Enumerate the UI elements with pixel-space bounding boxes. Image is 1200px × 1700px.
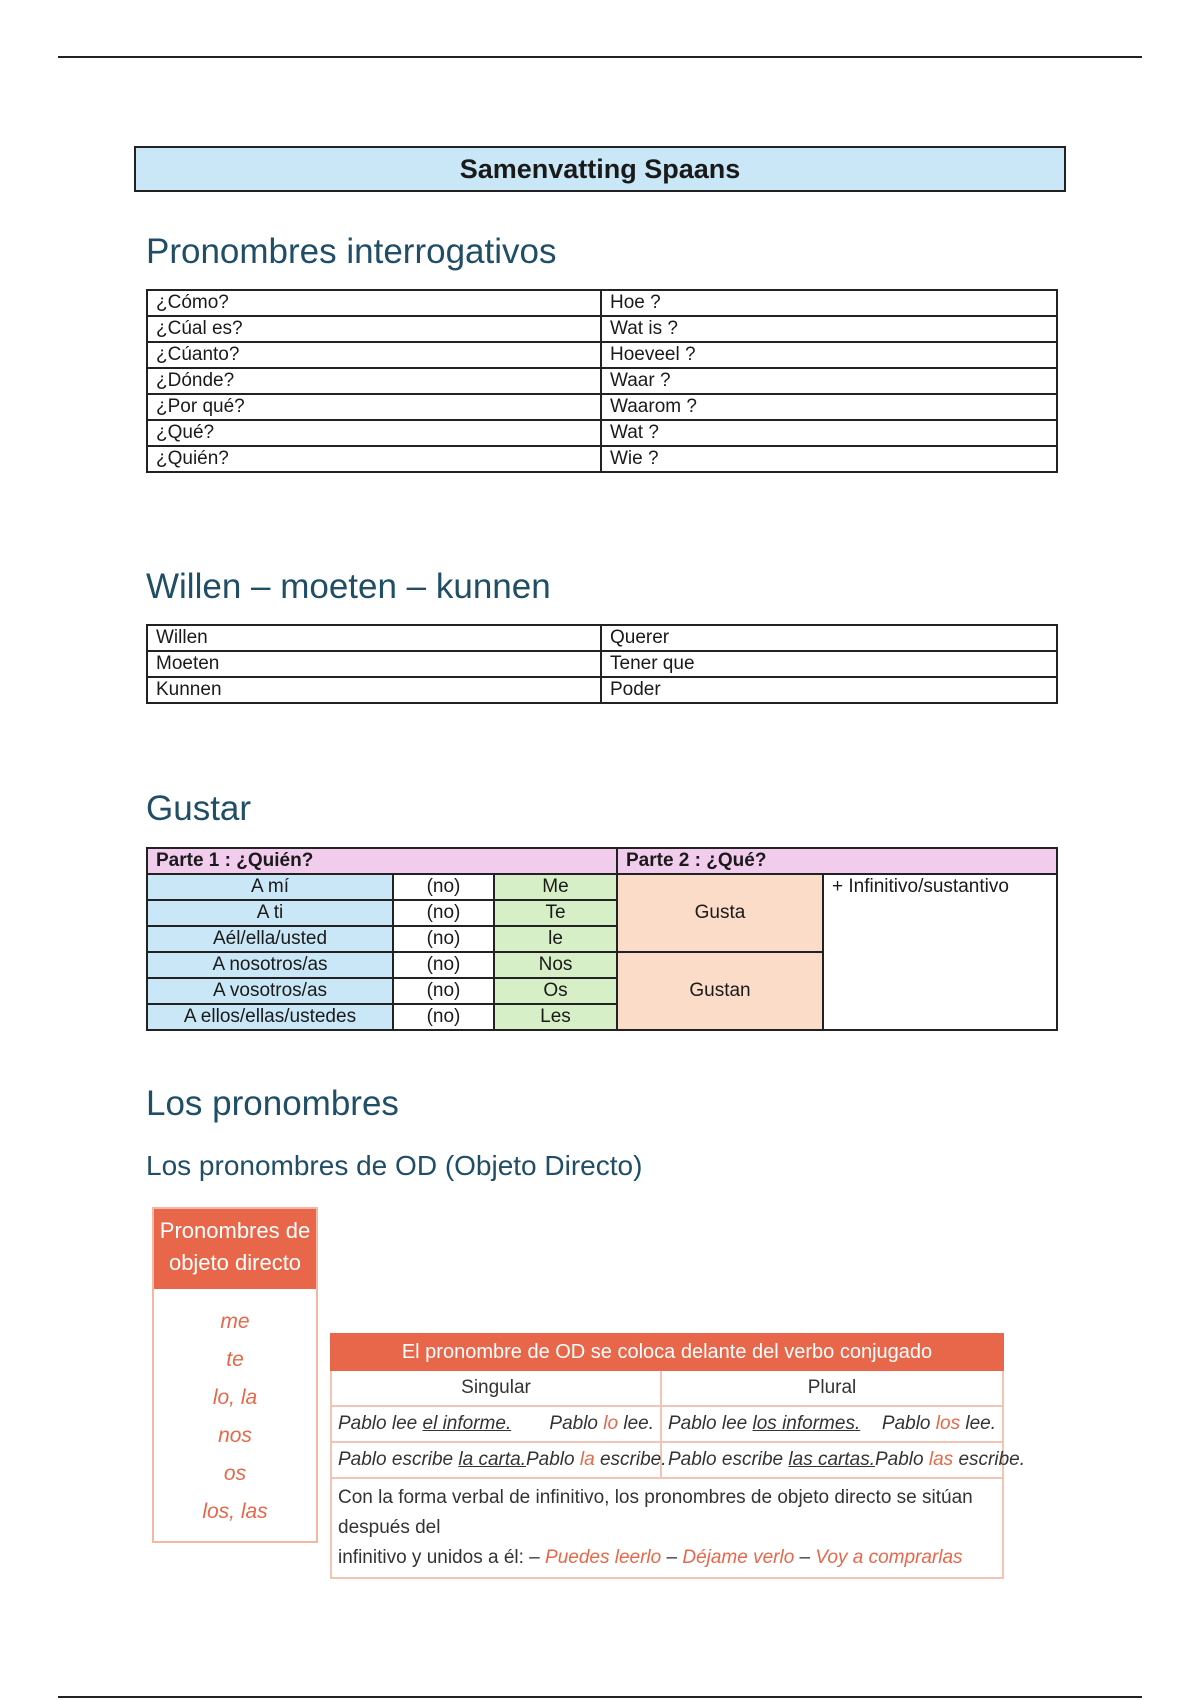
- cell: A vosotros/as: [147, 978, 393, 1004]
- cell: Querer: [601, 625, 1057, 651]
- cell: ¿Por qué?: [147, 394, 601, 420]
- table-row: [331, 1406, 1003, 1442]
- cell: le: [494, 926, 617, 952]
- example-text: Pablo: [526, 1449, 580, 1470]
- table-row: [147, 625, 1057, 651]
- gustar-table: [146, 847, 1058, 1031]
- table-row: [147, 394, 1057, 420]
- gustan-cell: Gustan: [617, 952, 823, 1030]
- subheading-od: Los pronombres de OD (Objeto Directo): [146, 1150, 643, 1181]
- od-infinitive-note: [331, 1478, 1003, 1578]
- cell: A nosotros/as: [147, 952, 393, 978]
- table-row: [331, 1442, 1003, 1478]
- od-pronoun-list: [154, 1289, 316, 1531]
- cell: Hoeveel ?: [601, 342, 1057, 368]
- example-text: Pablo: [549, 1413, 604, 1434]
- cell: Les: [494, 1004, 617, 1030]
- gusta-cell: Gusta: [617, 874, 823, 952]
- example-pronoun: Déjame verlo: [682, 1547, 795, 1568]
- gustar-part2-header: Parte 2 : ¿Qué?: [617, 848, 1057, 874]
- table-row: [147, 848, 1057, 874]
- cell: Kunnen: [147, 677, 601, 703]
- od-box-title-line: objeto directo: [168, 1250, 302, 1275]
- example-text: Pablo lee: [668, 1413, 753, 1434]
- separator: –: [794, 1547, 816, 1568]
- heading-verbs: Willen – moeten – kunnen: [146, 567, 551, 606]
- list-item: nos: [218, 1424, 252, 1447]
- example-text: escribe.: [953, 1449, 1025, 1470]
- list-item: os: [223, 1462, 247, 1485]
- bottom-rule: [58, 1696, 1142, 1698]
- verbs-table: [146, 624, 1058, 704]
- example-object: las cartas.: [788, 1449, 875, 1470]
- cell: Aél/ella/usted: [147, 926, 393, 952]
- example-pronoun: Puedes leerlo: [545, 1547, 662, 1568]
- cell: ¿Cúal es?: [147, 316, 601, 342]
- heading-gustar: Gustar: [146, 789, 252, 828]
- cell: A ellos/ellas/ustedes: [147, 1004, 393, 1030]
- list-item: lo, la: [212, 1386, 258, 1409]
- example-text: Pablo escribe: [338, 1449, 459, 1470]
- cell: Nos: [494, 952, 617, 978]
- list-item: te: [226, 1348, 244, 1371]
- cell: Wie ?: [601, 446, 1057, 472]
- cell: Wat ?: [601, 420, 1057, 446]
- cell: Os: [494, 978, 617, 1004]
- interrogativos-table: [146, 289, 1058, 473]
- cell: A ti: [147, 900, 393, 926]
- cell: ¿Cúanto?: [147, 342, 601, 368]
- table-row: [147, 342, 1057, 368]
- example-text: Pablo: [881, 1413, 936, 1434]
- example-text: lee.: [618, 1413, 654, 1434]
- top-rule: [58, 56, 1142, 58]
- example-object: el informe.: [422, 1413, 512, 1434]
- example-pronoun: Voy a comprarlas: [815, 1547, 963, 1568]
- cell: Hoe ?: [601, 290, 1057, 316]
- example-text: Pablo lee: [338, 1413, 423, 1434]
- cell: (no): [393, 978, 494, 1004]
- od-plural-header: Plural: [661, 1370, 1003, 1406]
- cell: ¿Dónde?: [147, 368, 601, 394]
- note-line: infinitivo y unidos a él: –: [338, 1547, 546, 1568]
- heading-pronombres: Los pronombres: [146, 1084, 399, 1123]
- gustar-part1-header: Parte 1 : ¿Quién?: [147, 848, 617, 874]
- example-pronoun: la: [579, 1449, 595, 1470]
- cell: Wat is ?: [601, 316, 1057, 342]
- example-object: la carta.: [458, 1449, 526, 1470]
- od-pronoun-box: [152, 1207, 318, 1543]
- complement-cell: + Infinitivo/sustantivo: [823, 874, 1057, 1030]
- cell: [661, 1406, 1003, 1442]
- list-item: me: [220, 1310, 250, 1333]
- cell: (no): [393, 900, 494, 926]
- table-row: [331, 1334, 1003, 1370]
- list-item: los, las: [202, 1500, 268, 1523]
- cell: Waar ?: [601, 368, 1057, 394]
- od-rule-table: [330, 1333, 1025, 1579]
- cell: Waarom ?: [601, 394, 1057, 420]
- cell: Me: [494, 874, 617, 900]
- cell: [661, 1442, 1025, 1478]
- cell: (no): [393, 926, 494, 952]
- table-row: [147, 290, 1057, 316]
- table-row: [331, 1370, 1003, 1406]
- cell: Moeten: [147, 651, 601, 677]
- example-text: Pablo escribe: [668, 1449, 789, 1470]
- document-title: Samenvatting Spaans: [134, 146, 1066, 192]
- cell: [331, 1406, 661, 1442]
- example-text: lee.: [960, 1413, 996, 1434]
- od-singular-header: Singular: [331, 1370, 661, 1406]
- cell: Tener que: [601, 651, 1057, 677]
- table-row: [147, 420, 1057, 446]
- note-line: Con la forma verbal de infinitivo, los pronombres de objeto directo se sitúan después del: [338, 1487, 973, 1538]
- table-row: [147, 677, 1057, 703]
- cell: ¿Quién?: [147, 446, 601, 472]
- cell: [331, 1442, 667, 1478]
- cell: (no): [393, 1004, 494, 1030]
- table-row: [147, 651, 1057, 677]
- example-text: escribe.: [594, 1449, 667, 1470]
- table-row: [147, 874, 1057, 900]
- od-rule-header: El pronombre de OD se coloca delante del verbo conjugado: [331, 1334, 1003, 1370]
- example-text: Pablo: [875, 1449, 929, 1470]
- table-row: [147, 368, 1057, 394]
- example-pronoun: lo: [603, 1413, 619, 1434]
- cell: Willen: [147, 625, 601, 651]
- od-box-title-line: Pronombres de: [159, 1218, 311, 1243]
- cell: Te: [494, 900, 617, 926]
- table-row: [331, 1478, 1003, 1578]
- cell: ¿Cómo?: [147, 290, 601, 316]
- cell: Poder: [601, 677, 1057, 703]
- cell: ¿Qué?: [147, 420, 601, 446]
- cell: (no): [393, 874, 494, 900]
- example-object: los informes.: [752, 1413, 861, 1434]
- heading-interrogativos: Pronombres interrogativos: [146, 232, 557, 271]
- cell: (no): [393, 952, 494, 978]
- example-pronoun: los: [935, 1413, 961, 1434]
- table-row: [147, 446, 1057, 472]
- separator: –: [661, 1547, 683, 1568]
- cell: A mí: [147, 874, 393, 900]
- od-pronoun-box-title: [154, 1209, 316, 1289]
- example-pronoun: las: [928, 1449, 954, 1470]
- table-row: [147, 316, 1057, 342]
